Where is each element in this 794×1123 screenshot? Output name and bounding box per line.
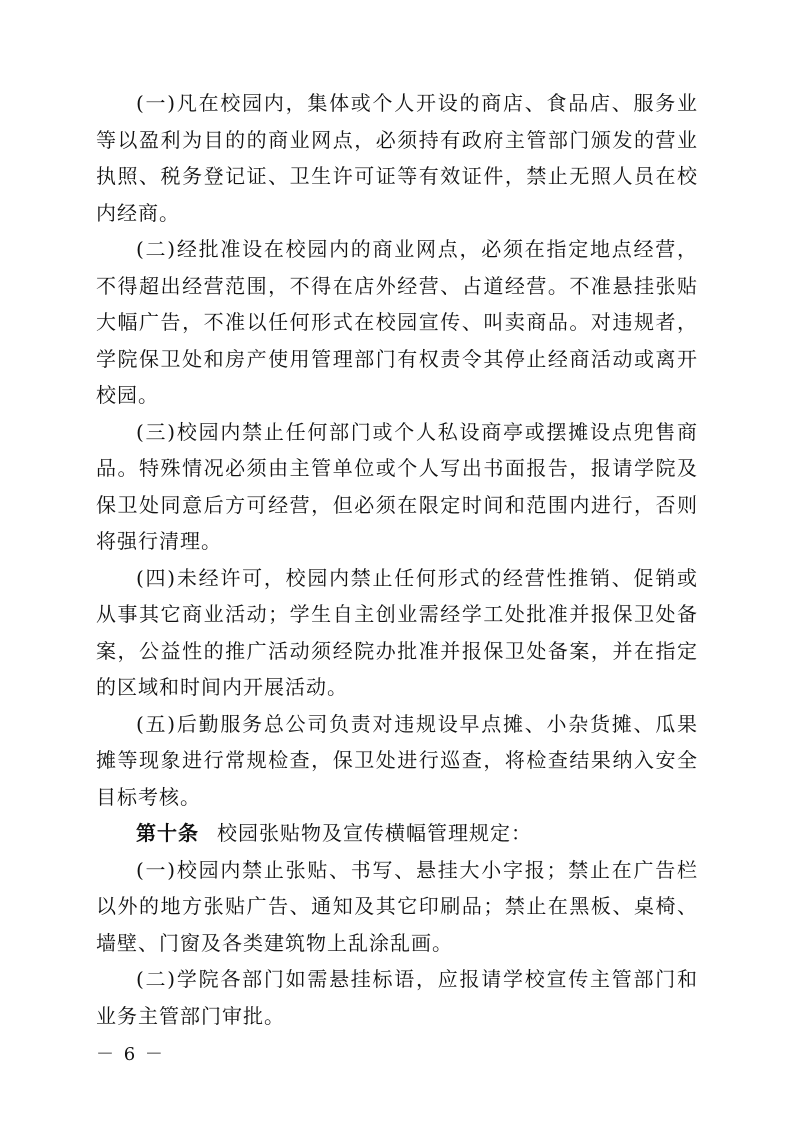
paragraph-4: (四)未经许可，校园内禁止任何形式的经营性推销、促销或从事其它商业活动；学生自主创业需经学工处批准并报保卫处备案，公益性的推广活动须经院办批准并报保卫处备案，并在指定的区域和时间内开展活动。: [96, 565, 698, 699]
article-heading: 第十条: [136, 821, 199, 845]
article-10: [96, 815, 698, 852]
paragraph-1: (一)凡在校园内，集体或个人开设的商店、食品店、服务业等以盈利为目的的商业网点，必须持有政府主管部门颁发的营业执照、税务登记证、卫生许可证等有效证件，禁止无照人员在校内经商。: [96, 91, 698, 225]
paragraph-6: (一)校园内禁止张贴、书写、悬挂大小字报；禁止在广告栏以外的地方张贴广告、通知及其它印刷品；禁止在黑板、桌椅、墙壁、门窗及各类建筑物上乱涂乱画。: [96, 857, 698, 955]
page-number: － 6 －: [96, 1044, 165, 1065]
paragraph-3: (三)校园内禁止任何部门或个人私设商亭或摆摊设点兜售商品。特殊情况必须由主管单位或个人写出书面报告，报请学院及保卫处同意后方可经营，但必须在限定时间和范围内进行，否则将强行清理。: [96, 419, 698, 553]
paragraph-2: (二)经批准设在校园内的商业网点，必须在指定地点经营，不得超出经营范围，不得在店外经营、占道经营。不准悬挂张贴大幅广告，不准以任何形式在校园宣传、叫卖商品。对违规者，学院保卫处和房产使用管理部门有权责令其停止经商活动或离开校园。: [96, 237, 698, 407]
document-body: [96, 85, 698, 1034]
paragraph-7: (二)学院各部门如需悬挂标语，应报请学校宣传主管部门和业务主管部门审批。: [96, 967, 698, 1028]
paragraph-5: (五)后勤服务总公司负责对违规设早点摊、小杂货摊、瓜果摊等现象进行常规检查，保卫处进行巡查，将检查结果纳入安全目标考核。: [96, 711, 698, 809]
article-title: 校园张贴物及宣传横幅管理规定：: [217, 821, 532, 845]
